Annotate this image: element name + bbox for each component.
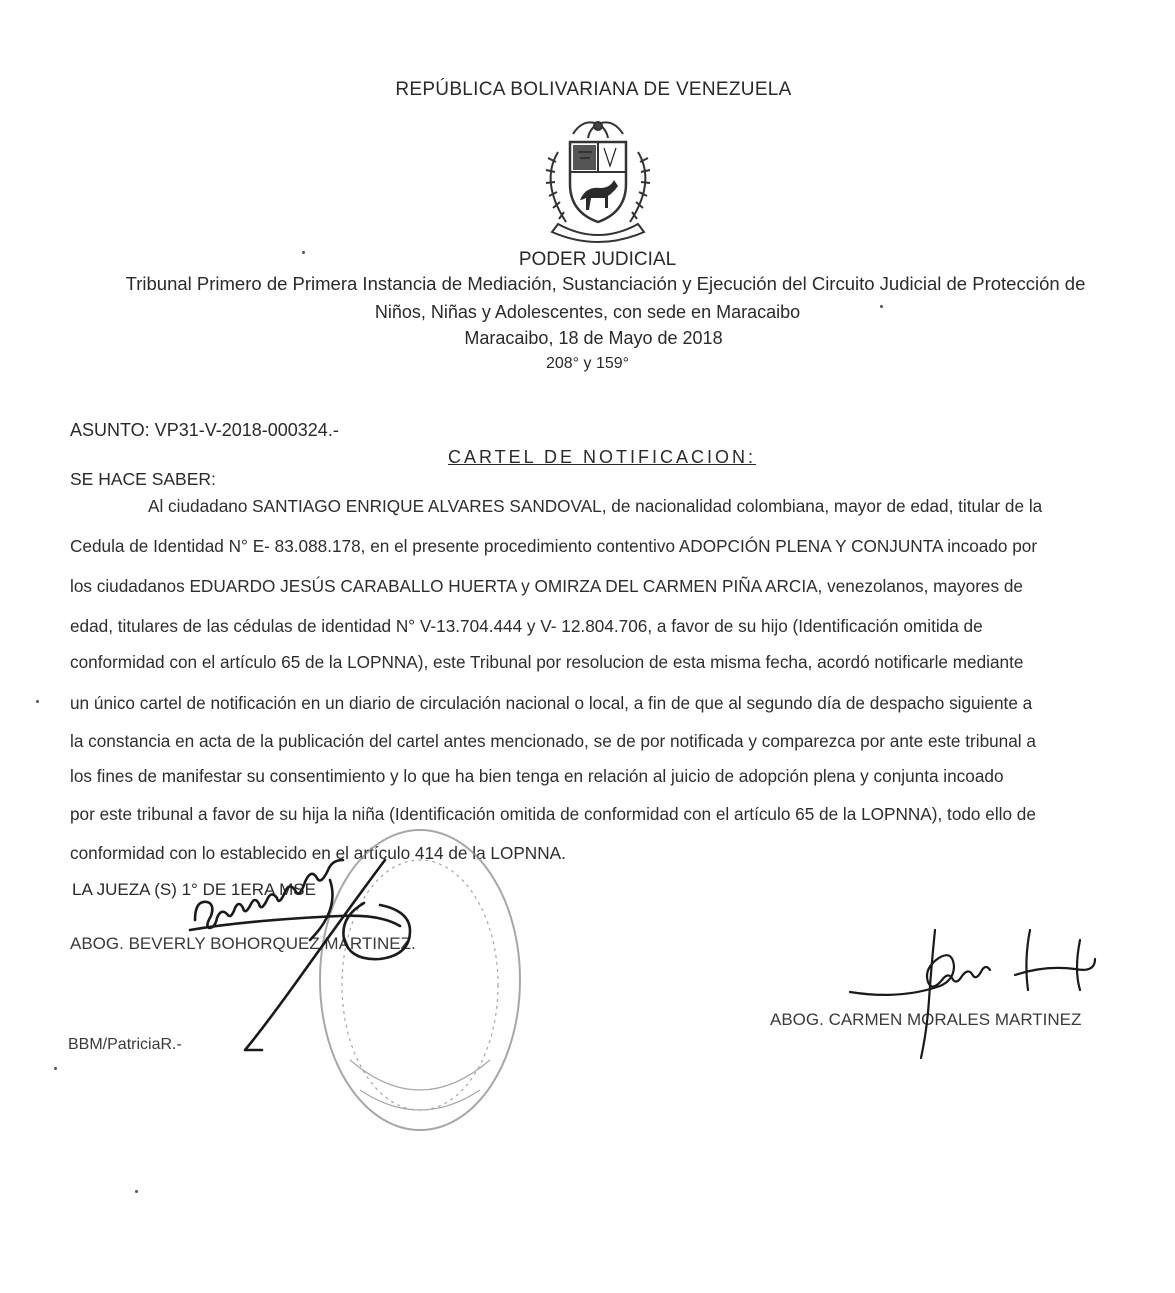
- body-paragraph-line: la constancia en acta de la publicación del cartel antes mencionado, se de por notificada y comparezca por ante este tribunal a: [70, 731, 1036, 751]
- scan-speck: [36, 700, 39, 703]
- tribunal-name-line2: Niños, Niñas y Adolescentes, con sede en Maracaibo: [374, 302, 801, 322]
- document-title: CARTEL DE NOTIFICACION:: [448, 447, 757, 467]
- body-paragraph-line: los ciudadanos EDUARDO JESÚS CARABALLO HUERTA y OMIRZA DEL CARMEN PIÑA ARCIA, venezolanos, mayores de: [70, 576, 1023, 596]
- secretary-name: ABOG. CARMEN MORALES MARTINEZ: [770, 1010, 1082, 1029]
- scan-speck: [135, 1190, 138, 1193]
- scan-speck: [302, 251, 305, 254]
- poder-judicial-heading: PODER JUDICIAL: [518, 249, 677, 270]
- judge-title: LA JUEZA (S) 1° DE 1ERA MSE: [72, 880, 316, 899]
- case-number: ASUNTO: VP31-V-2018-000324.-: [70, 420, 339, 440]
- anniversary-years: 208° y 159°: [545, 355, 630, 372]
- body-paragraph-line: por este tribunal a favor de su hija la niña (Identificación omitida de conformidad con el artículo 65 de la LOPNNA), todo ello de: [70, 804, 1036, 824]
- tribunal-name-line1: Tribunal Primero de Primera Instancia de Mediación, Sustanciación y Ejecución del Circuito Judicial de Protección de: [125, 273, 1086, 294]
- document-initials: BBM/PatriciaR.-: [68, 1036, 182, 1053]
- body-paragraph-line: los fines de manifestar su consentimiento y lo que ha bien tenga en relación al juicio de adopción plena y conjunta incoado: [70, 766, 1004, 786]
- scan-speck: [880, 305, 883, 308]
- body-paragraph-line: conformidad con el artículo 65 de la LOPNNA), este Tribunal por resolucion de esta misma fecha, acordó notificarle mediante: [70, 652, 1024, 672]
- republic-header: REPÚBLICA BOLIVARIANA DE VENEZUELA: [395, 79, 792, 100]
- scan-speck: [54, 1067, 57, 1070]
- body-paragraph-line: conformidad con lo establecido en el artículo 414 de la LOPNNA.: [70, 843, 566, 863]
- document-date: Maracaibo, 18 de Mayo de 2018: [464, 328, 723, 348]
- judge-name: ABOG. BEVERLY BOHORQUEZ MARTINEZ.: [70, 934, 416, 953]
- body-paragraph-line: un único cartel de notificación en un diario de circulación nacional o local, a fin de que al segundo día de despacho siguiente a: [70, 693, 1033, 713]
- body-paragraph-line: edad, titulares de las cédulas de identidad N° V-13.704.444 y V- 12.804.706, a favor de su hijo (Identificación omitida de: [70, 616, 983, 636]
- body-paragraph-line: Al ciudadano SANTIAGO ENRIQUE ALVARES SANDOVAL, de nacionalidad colombiana, mayor de edad, titular de la: [148, 496, 1043, 516]
- body-paragraph-line: Cedula de Identidad N° E- 83.088.178, en el presente procedimiento contentivo ADOPCIÓN PLENA Y CONJUNTA incoado por: [70, 536, 1038, 556]
- se-hace-saber-label: SE HACE SABER:: [70, 469, 216, 489]
